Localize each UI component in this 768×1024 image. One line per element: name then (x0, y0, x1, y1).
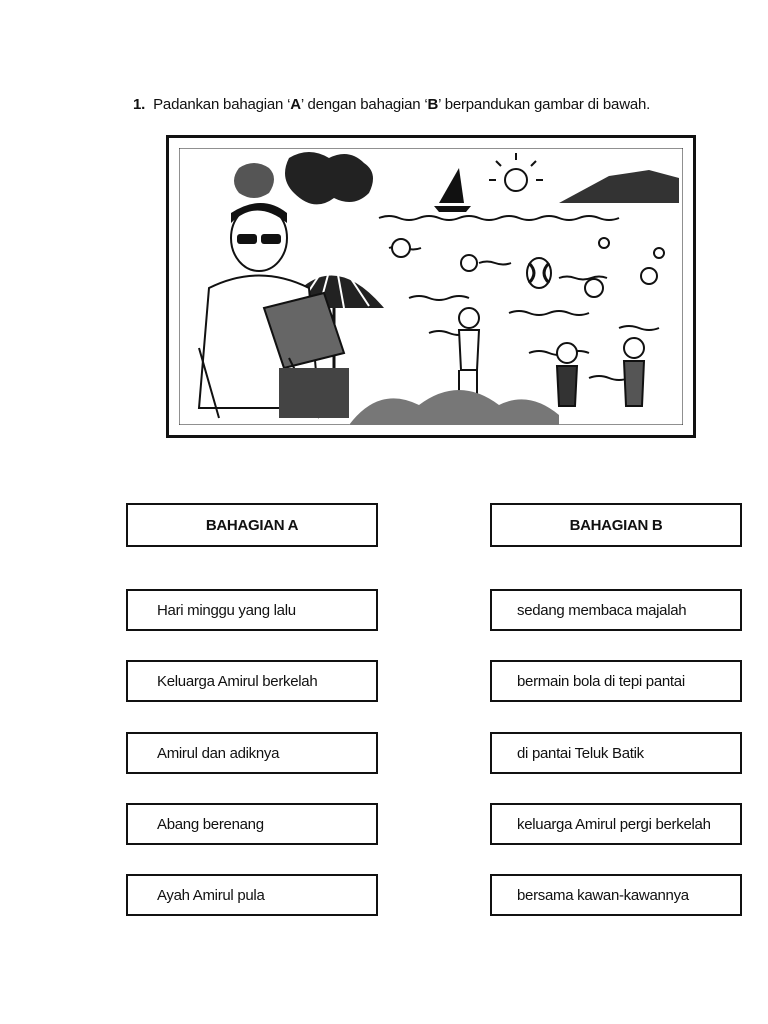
beach-scene-illustration (179, 148, 683, 425)
bahagian-a-item-5: Ayah Amirul pula (126, 874, 378, 916)
bahagian-b-header: BAHAGIAN B (490, 503, 742, 547)
bahagian-a-item-4: Abang berenang (126, 803, 378, 845)
question-label-b: B (427, 96, 439, 113)
question-text-part1: Padankan bahagian ‘ (153, 96, 291, 113)
bahagian-b-item-2: bermain bola di tepi pantai (490, 660, 742, 702)
bahagian-b-item-5: bersama kawan-kawannya (490, 874, 742, 916)
question-text-part3: ’ berpandukan gambar di bawah. (438, 96, 651, 113)
question-label-a: A (290, 96, 301, 113)
question-text-part2: ’ dengan bahagian ‘ (300, 96, 428, 113)
bahagian-a-header: BAHAGIAN A (126, 503, 378, 547)
beach-ball-icon (527, 258, 551, 288)
bahagian-b-item-4: keluarga Amirul pergi berkelah (490, 803, 742, 845)
bahagian-a-item-1: Hari minggu yang lalu (126, 589, 378, 631)
question-number: 1. (133, 96, 146, 113)
question-text (133, 96, 650, 113)
bahagian-a-item-3: Amirul dan adiknya (126, 732, 378, 774)
bahagian-b-item-3: di pantai Teluk Batik (490, 732, 742, 774)
bahagian-b-item-1: sedang membaca majalah (490, 589, 742, 631)
beach-scene-picture (166, 135, 696, 438)
bahagian-a-item-2: Keluarga Amirul berkelah (126, 660, 378, 702)
